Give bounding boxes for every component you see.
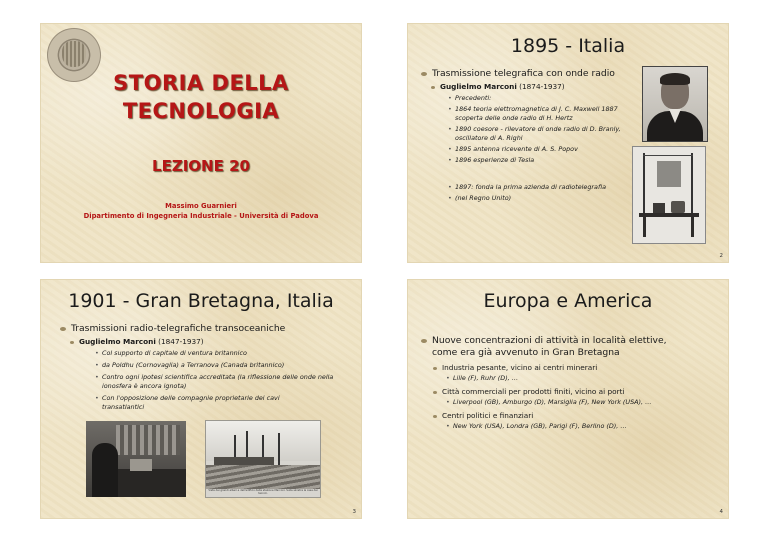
bullet-level-1: Trasmissioni radio-telegrafiche transoceaniche [60, 323, 285, 334]
slide-title: 1901 - Gran Bretagna, Italia [68, 290, 334, 312]
list-item: • 1890 coesore - rilevatore di onde radio di D. Branly, oscillatore di A. Righi [455, 125, 633, 143]
marconi-lab-image [86, 421, 186, 497]
bullet-level-1: Trasmissione telegrafica con onde radio [421, 68, 615, 79]
list-item: • New York (USA), Londra (GB), Parigi (F), Berlino (D), … [453, 422, 713, 431]
bullet-level-2: Industria pesante, vicino ai centri minerari [433, 363, 597, 372]
author-block [40, 201, 362, 221]
image-caption: Vista dei grandi alberi e dell'edificio della stazione Marconi. Sulla sinistra la casa dei tecnici. [208, 489, 318, 495]
list-item: • 1895 antenna ricevente di A. S. Popov [455, 145, 633, 154]
course-title-line-2: TECNOLOGIA [122, 99, 280, 123]
author-affiliation: Dipartimento di Ingegneria Industriale - Università di Padova [83, 212, 319, 220]
radio-apparatus-image [633, 147, 705, 243]
list-item: • Lille (F), Ruhr (D), … [453, 374, 713, 383]
bullet-level-2: Guglielmo Marconi (1847-1937) [70, 337, 204, 346]
list-item: • Contro ogni ipotesi scientifica accreditata (la riflessione delle onde nella ionosfera è ancora ignota) [102, 373, 342, 391]
slide-title: 1895 - Italia [510, 35, 626, 57]
bullet-level-2: Guglielmo Marconi (1874-1937) [431, 82, 565, 91]
bullet-icon [433, 367, 437, 370]
list-item: • Con l'opposizione delle compagnie proprietarie dei cavi transatlantici [102, 394, 322, 412]
course-title-line-1: STORIA DELLA [113, 71, 289, 95]
slide-1[interactable] [40, 23, 362, 263]
bullet-level-1: Nuove concentrazioni di attività in località elettive, come era già avvenuto in Gran Bretagna [421, 335, 667, 359]
bullet-level-2: Città commerciali per prodotti finiti, vicino ai porti [433, 387, 624, 396]
list-item: • 1864 teoria elettromagnetica di J. C. Maxwell 1887 scoperta delle onde radio di H. Hertz [455, 105, 633, 123]
author-name: Massimo Guarnieri [165, 202, 237, 210]
list-item: • da Poldhu (Cornovaglia) a Terranova (Canada britannico) [102, 361, 342, 370]
course-title [40, 69, 362, 125]
bullet-icon [433, 415, 437, 418]
marconi-portrait-image [643, 67, 707, 141]
slide-title: Europa e America [483, 290, 653, 312]
page-number: 2 [719, 253, 723, 259]
bullet-icon [433, 391, 437, 394]
slide-4[interactable] [407, 279, 729, 519]
bullet-icon [431, 86, 435, 89]
bullet-level-2: Centri politici e finanziari [433, 411, 533, 420]
list-item: • 1896 esperienze di Tesla [455, 156, 633, 165]
page-number: 3 [352, 509, 356, 515]
page-number: 4 [719, 509, 723, 515]
list-item: • 1897: fonda la prima azienda di radiotelegrafia [455, 183, 635, 192]
bullet-icon [421, 72, 427, 76]
list-item: • Precedenti: [455, 94, 633, 103]
slide-2[interactable] [407, 23, 729, 263]
list-item: • Liverpool (GB), Amburgo (D), Marsiglia (F), New York (USA), … [453, 398, 723, 407]
bullet-icon [70, 341, 74, 344]
bullet-icon [421, 339, 427, 343]
bullet-icon [60, 327, 66, 331]
lesson-number: LEZIONE 20 [152, 157, 250, 175]
slide-3[interactable] [40, 279, 362, 519]
list-item: • (nel Regno Unito) [455, 194, 633, 203]
radio-station-image [206, 421, 320, 497]
list-item: • Col supporto di capitale di ventura britannico [102, 349, 342, 358]
